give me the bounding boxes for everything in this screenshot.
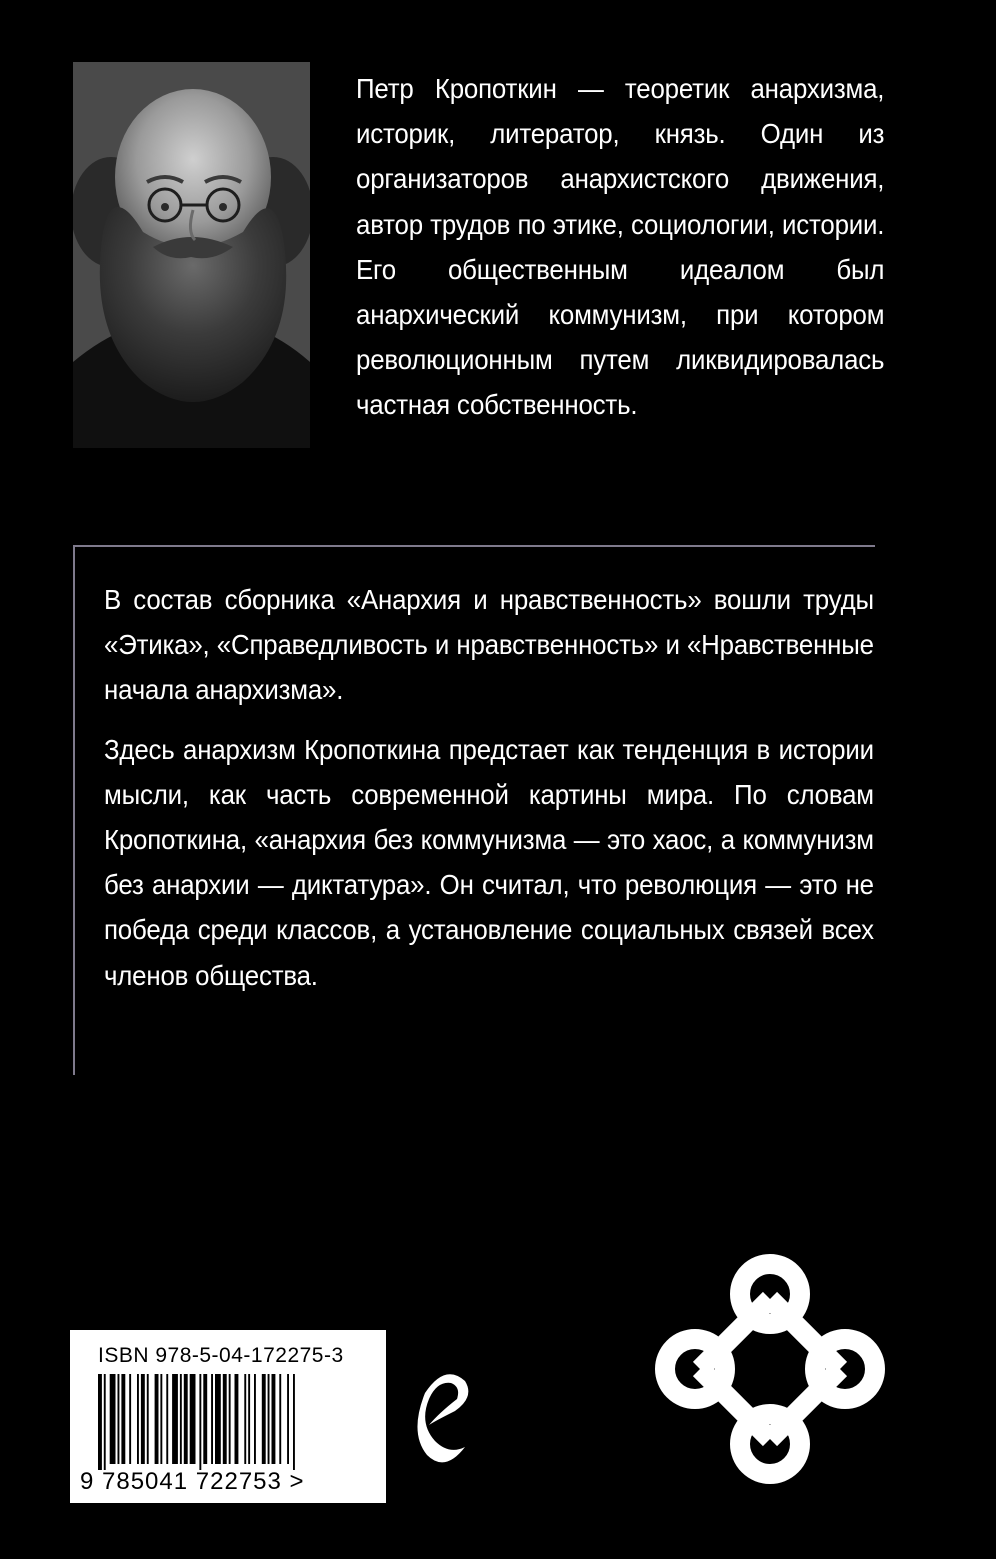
author-bio: Петр Кропоткин — теоретик анархизма, историк, литератор, князь. Один из организаторов анархистского движения, автор трудов по этике, социологии, истории. Его общественным идеалом был анархический коммунизм, при котором революционным путем ликвидировалась частная собственность.	[356, 73, 885, 421]
barcode-bars	[98, 1374, 358, 1470]
chain-links-icon	[645, 1244, 895, 1499]
isbn-label: ISBN 978-5-04-172275-3	[98, 1344, 344, 1367]
description-paragraph-1: В состав сборника «Анархия и нравственность» вошли труды «Этика», «Справедливость и нравственность» и «Нравственные начала анархизма».	[104, 584, 874, 706]
description-paragraph-2: Здесь анархизм Кропоткина предстает как тенденция в истории мысли, как часть современной картины мира. По словам Кропоткина, «анархия без коммунизма — это хаос, а коммунизм без анархии — диктатура». Он считал, что революция — это не победа среди классов, а установление социальных связей всех членов общества.	[104, 733, 874, 991]
author-portrait	[73, 62, 310, 448]
isbn-barcode	[70, 1330, 386, 1503]
eksmo-e-logo-icon	[415, 1363, 475, 1478]
barcode-digits: 9 785041 722753 >	[80, 1468, 305, 1495]
book-description	[104, 577, 874, 1012]
